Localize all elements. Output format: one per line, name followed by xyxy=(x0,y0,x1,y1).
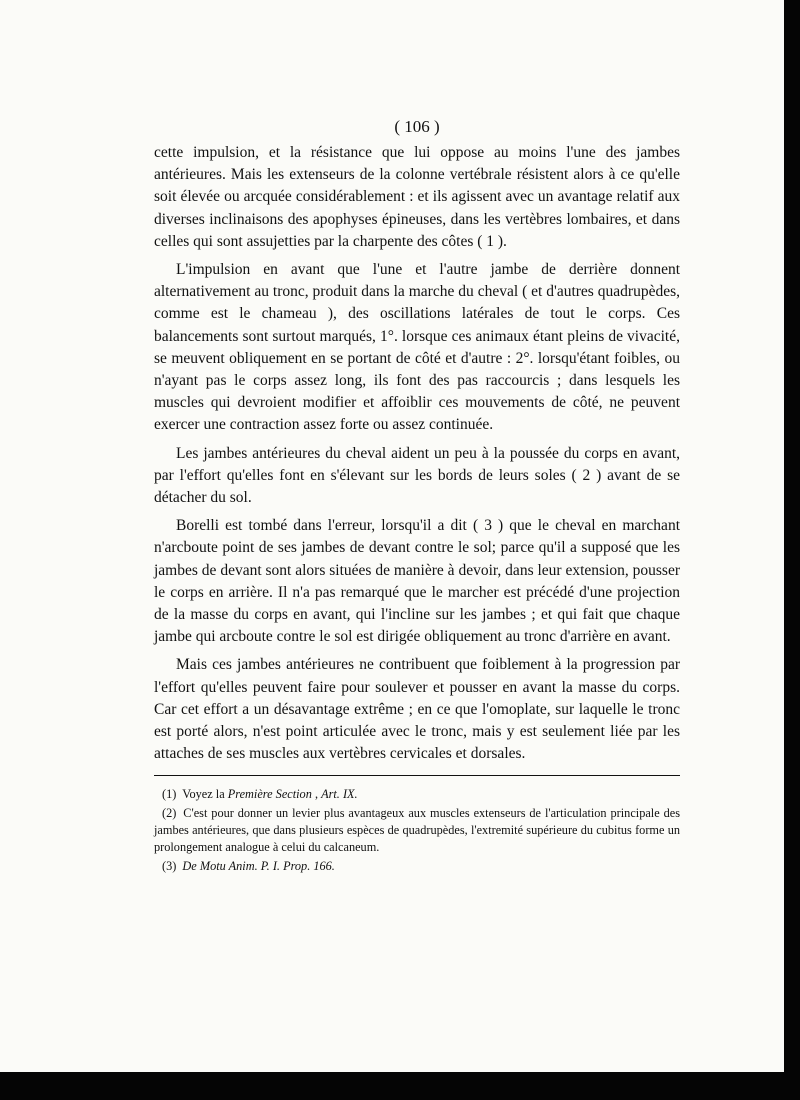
footnote-1 xyxy=(154,786,680,803)
footnote-1-label: (1) xyxy=(162,787,177,802)
paragraph-3: Les jambes antérieures du cheval aident un peu à la poussée du corps en avant, par l'effort qu'elles font en s'élevant sur les bords de leurs soles ( 2 ) avant de se détacher du sol. xyxy=(154,444,680,507)
footnote-1-section: Première Section xyxy=(227,787,312,802)
scan-right-border xyxy=(784,0,800,1100)
footnote-1-separator: , xyxy=(314,787,319,802)
paragraph-2: L'impulsion en avant que l'une et l'autre jambe de derrière donnent alternativement au tronc, produit dans la marche du cheval ( et d'autres quadrupèdes, comme est le chameau ), des oscillations latérales de tout le corps. Ces balancements sont surtout marqués, 1°. lorsque ces animaux étant pleins de vivacité, se meuvent obliquement en se portant de côté et d'autre : 2°. lorsqu'étant foibles, ou n'ayant pas le corps assez long, ils font des pas raccourcis ; dans lesquels les muscles qui devroient modifier et affoiblir ces mouvements de côté, ne peuvent exercer une contraction assez forte ou assez continuée. xyxy=(154,261,680,434)
footnote-divider xyxy=(154,775,680,776)
page-text-block xyxy=(154,116,680,877)
footnote-2 xyxy=(154,805,680,856)
footnote-1-article: Art. IX. xyxy=(321,787,358,802)
footnote-2-text: C'est pour donner un levier plus avantageux aux muscles extenseurs de l'articulation principale des jambes antérieures, que dans plusieurs espèces de quadrupèdes, l'extremité supérieure du cubitus forme un prolongement analogue à celui du calcaneum. xyxy=(154,806,680,855)
footnote-1-text: Voyez la xyxy=(182,787,225,802)
paragraph-4: Borelli est tombé dans l'erreur, lorsqu'il a dit ( 3 ) que le cheval en marchant n'arcboute point de ses jambes de devant contre le sol; parce qu'il a supposé que les jambes de devant sont alors situées de manière à devoir, dans leur extension, pousser le corps en arrière. Il n'a pas remarqué que le marcher est précédé d'une projection de la masse du corps en avant, qui l'incline sur les jambes ; et qui fait que chaque jambe qui arcboute contre le sol est dirigée obliquement au tronc d'arrière en avant. xyxy=(154,517,680,646)
footnote-2-label: (2) xyxy=(162,806,177,821)
page-number: ( 106 ) xyxy=(394,117,440,136)
paragraph-1: cette impulsion, et la résistance que lui oppose au moins l'une des jambes antérieures. Mais les extenseurs de la colonne vertébrale résistent alors à ce qu'elle soit élevée ou arcquée considérablement : et ils agissent avec un avantage relatif aux diverses inclinaisons des apophyses épineuses, dans les vertèbres lombaires, et dans celles qui sont assujetties par la charpente des côtes ( 1 ). xyxy=(154,144,680,250)
footnote-3-label: (3) xyxy=(162,859,177,874)
footnote-3-reference: De Motu Anim. P. I. Prop. 166. xyxy=(182,859,335,874)
scan-bottom-border xyxy=(0,1072,800,1100)
paragraph-5: Mais ces jambes antérieures ne contribuent que foiblement à la progression par l'effort qu'elles peuvent faire pour soulever et pousser en avant la masse du corps. Car cet effort a un désavantage extrême ; en ce que l'omoplate, sur laquelle le tronc est porté alors, n'est point articulée avec le tronc, mais y est seulement liée par les attaches de ses muscles aux vertèbres cervicales et dorsales. xyxy=(154,656,680,763)
footnote-3 xyxy=(154,858,680,875)
